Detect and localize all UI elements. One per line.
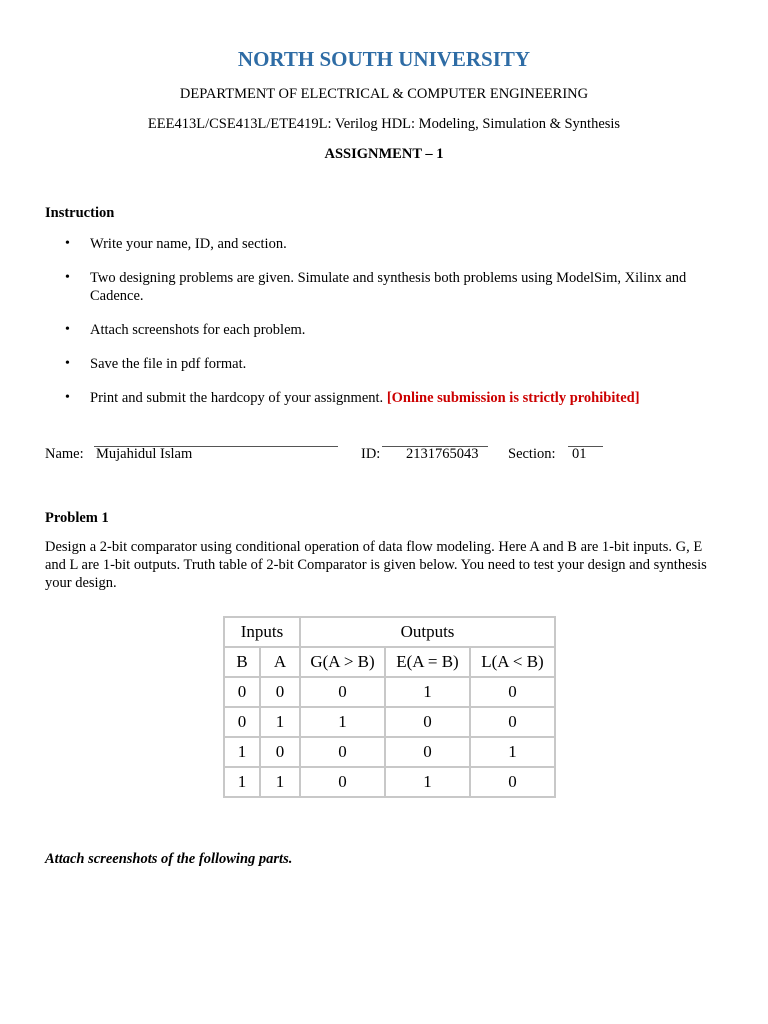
- table-cell: 1: [224, 737, 260, 767]
- list-item: • Print and submit the hardcopy of your assignment. [Online submission is strictly prohibited]: [65, 390, 640, 406]
- id-field: [382, 446, 488, 462]
- student-info-row: [45, 446, 725, 466]
- list-item: • Attach screenshots for each problem.: [65, 322, 306, 338]
- bullet-icon: •: [65, 322, 70, 337]
- table-row: [224, 647, 555, 677]
- bullet-icon: •: [65, 236, 70, 251]
- table-cell: 0: [300, 677, 385, 707]
- outputs-header: Outputs: [300, 617, 555, 647]
- table-cell: 1: [224, 767, 260, 797]
- table-cell: 1: [385, 677, 470, 707]
- section-label: Section:: [508, 446, 556, 462]
- problem-1-description: Design a 2-bit comparator using conditional operation of data flow modeling. Here A and B are 1-bit inputs. G, E and L are 1-bit outputs. Truth table of 2-bit Comparator is given below. You need to test your design and synthesis your design.: [45, 539, 707, 591]
- inputs-header: Inputs: [224, 617, 300, 647]
- truth-table: [223, 616, 556, 798]
- table-cell: 0: [300, 767, 385, 797]
- table-cell: 0: [470, 677, 555, 707]
- table-cell: 0: [470, 767, 555, 797]
- name-label: Name:: [45, 446, 84, 462]
- instruction-list: [45, 235, 725, 423]
- table-row: [224, 617, 555, 647]
- list-item: • Write your name, ID, and section.: [65, 236, 287, 252]
- bullet-icon: •: [65, 270, 70, 285]
- table-row: [224, 767, 555, 797]
- university-title: NORTH SOUTH UNIVERSITY: [237, 47, 531, 71]
- column-header: B: [224, 647, 260, 677]
- table-cell: 0: [300, 737, 385, 767]
- column-header: A: [260, 647, 300, 677]
- instruction-heading: Instruction: [45, 205, 115, 221]
- section-value: 01: [572, 446, 587, 462]
- table-cell: 0: [260, 737, 300, 767]
- list-item: • Save the file in pdf format.: [65, 356, 247, 372]
- list-item: • Two designing problems are given. Simulate and synthesis both problems using ModelSim, Xilinx and Cadence.: [65, 270, 687, 304]
- table-cell: 1: [260, 707, 300, 737]
- name-field: [94, 446, 338, 462]
- table-cell: 0: [224, 677, 260, 707]
- bullet-icon: •: [65, 356, 70, 371]
- bullet-icon: •: [65, 390, 70, 405]
- table-cell: 1: [260, 767, 300, 797]
- table-cell: 0: [385, 707, 470, 737]
- table-row: [224, 737, 555, 767]
- table-row: [224, 707, 555, 737]
- id-label: ID:: [361, 446, 381, 462]
- table-cell: 0: [224, 707, 260, 737]
- department-name: DEPARTMENT OF ELECTRICAL & COMPUTER ENGINEERING: [179, 86, 589, 102]
- table-cell: 1: [470, 737, 555, 767]
- column-header: G(A > B): [300, 647, 385, 677]
- table-cell: 0: [470, 707, 555, 737]
- id-value: 2131765043: [406, 446, 479, 462]
- table-cell: 0: [260, 677, 300, 707]
- table-cell: 1: [385, 767, 470, 797]
- table-cell: 0: [385, 737, 470, 767]
- table-row: [224, 677, 555, 707]
- table-cell: 1: [300, 707, 385, 737]
- column-header: E(A = B): [385, 647, 470, 677]
- course-title: EEE413L/CSE413L/ETE419L: Verilog HDL: Modeling, Simulation & Synthesis: [147, 116, 621, 132]
- section-field: [568, 446, 603, 462]
- assignment-title: ASSIGNMENT – 1: [324, 146, 444, 162]
- name-value: Mujahidul Islam: [96, 446, 193, 462]
- attach-note: Attach screenshots of the following parts.: [45, 851, 293, 867]
- column-header: L(A < B): [470, 647, 555, 677]
- submission-warning: [Online submission is strictly prohibited]: [386, 390, 640, 406]
- problem-1-heading: Problem 1: [45, 510, 109, 526]
